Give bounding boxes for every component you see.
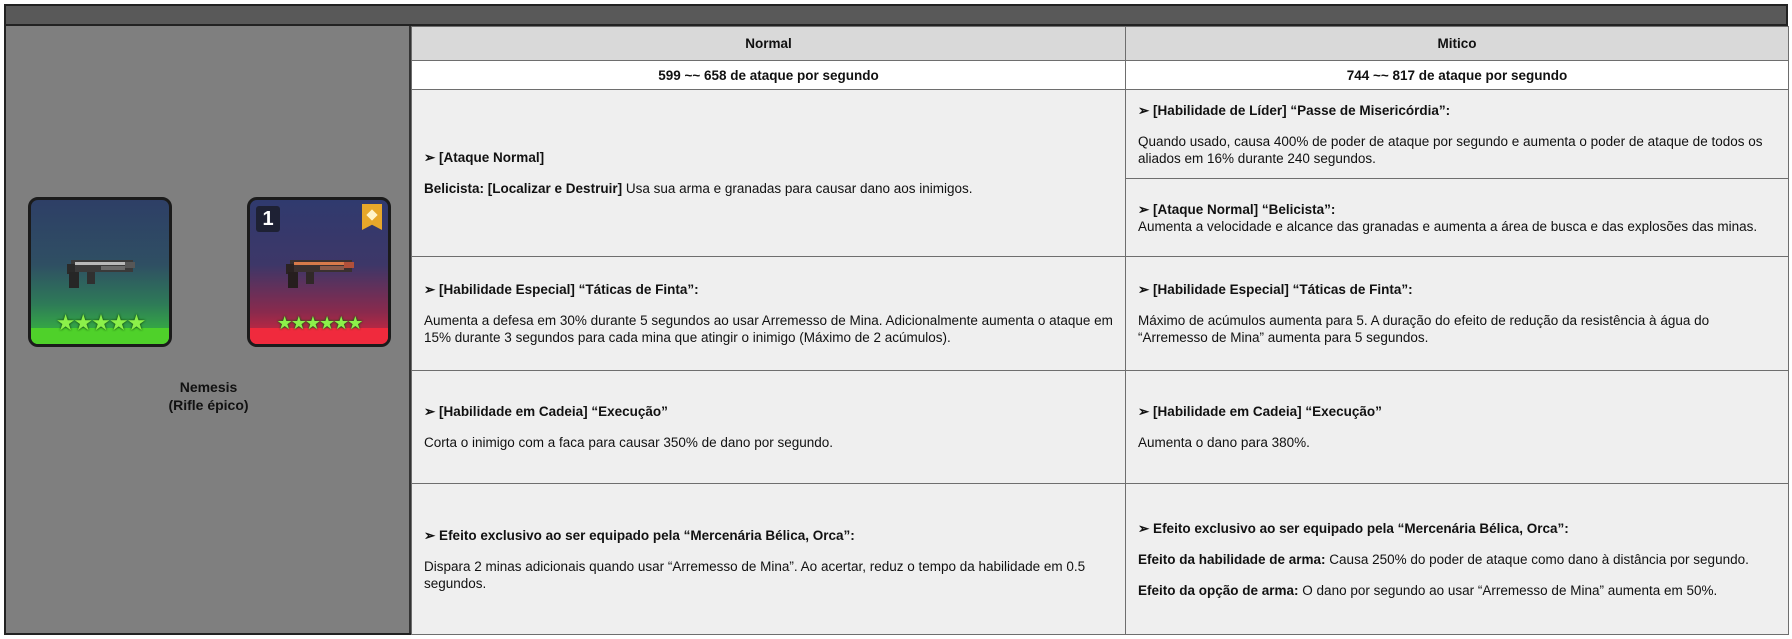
mythic-chain-skill-title: ➢ [Habilidade em Cadeia] “Execução” bbox=[1138, 404, 1382, 419]
weapon-type: (Rifle épico) bbox=[168, 397, 249, 413]
weapon-skill-effect-label: Efeito da habilidade de arma: bbox=[1138, 551, 1326, 567]
leader-skill-text: Quando usado, causa 400% de poder de ataque por segundo e aumenta o poder de ataque de todos os aliados em 16% durante 240 segundos. bbox=[1138, 133, 1763, 166]
weapon-icon-mythic bbox=[247, 197, 391, 347]
weapon-title: Nemesis bbox=[179, 379, 238, 395]
chain-skill-text: Corta o inimigo com a faca para causar 350% de dano por segundo. bbox=[424, 435, 834, 450]
level-badge: 1 bbox=[256, 206, 280, 232]
leader-skill-title: ➢ [Habilidade de Líder] “Passe de Misericórdia”: bbox=[1138, 102, 1451, 118]
star-icon: ★★★★★ bbox=[55, 310, 145, 335]
exclusive-effect-text: Dispara 2 minas adicionais quando usar “Arremesso de Mina”. Ao acertar, reduz o tempo da habilidade em 0.5 segundos. bbox=[424, 558, 1086, 591]
chain-skill-title: ➢ [Habilidade em Cadeia] “Execução” bbox=[424, 404, 668, 419]
rifle-icon bbox=[61, 250, 141, 294]
mythic-normal-attack-title: ➢ [Ataque Normal] “Belicista”: bbox=[1138, 201, 1336, 217]
mythic-special-skill-text: Máximo de acúmulos aumenta para 5. A duração do efeito de redução da resistência à água do “Arremesso de Mina” aumenta para 5 segundos. bbox=[1138, 313, 1710, 345]
mythic-special-skill-title: ➢ [Habilidade Especial] “Táticas de Finta”: bbox=[1138, 282, 1413, 297]
chain-skill-cell bbox=[412, 371, 1126, 484]
exclusive-effect-cell bbox=[412, 484, 1126, 635]
mythic-chain-skill-text: Aumenta o dano para 380%. bbox=[1138, 435, 1310, 450]
normal-attack-cell bbox=[412, 90, 1126, 257]
header-normal: Normal bbox=[412, 27, 1126, 61]
weapon-skill-effect-desc: Causa 250% do poder de ataque como dano à distância por segundo. bbox=[1325, 551, 1749, 567]
weapon-info-frame bbox=[4, 4, 1788, 635]
weapon-cell bbox=[6, 26, 411, 633]
special-skill-title: ➢ [Habilidade Especial] “Táticas de Finta”: bbox=[424, 282, 699, 297]
special-skill-text: Aumenta a defesa em 30% durante 5 segundos ao usar Arremesso de Mina. Adicionalmente aumenta o ataque em 15% durante 3 segundos para cada mina que atingir o inimigo (Máximo de 2 acúmulos). bbox=[424, 313, 1113, 345]
weapon-skill-effect bbox=[1138, 551, 1776, 568]
mythic-exclusive-effect-title: ➢ Efeito exclusivo ao ser equipado pela “Mercenária Bélica, Orca”: bbox=[1138, 520, 1569, 536]
header-mythic: Mitico bbox=[1126, 27, 1789, 61]
top-bar bbox=[6, 6, 1786, 26]
weapon-name bbox=[6, 378, 411, 414]
mythic-exclusive-effect-cell bbox=[1126, 484, 1789, 635]
special-skill-cell bbox=[412, 257, 1126, 371]
weapon-option-effect bbox=[1138, 582, 1776, 599]
weapon-option-effect-label: Efeito da opção de arma: bbox=[1138, 582, 1299, 598]
rifle-icon bbox=[280, 250, 360, 294]
normal-attack-desc: Usa sua arma e granadas para causar dano aos inimigos. bbox=[622, 181, 973, 196]
mythic-normal-attack-cell bbox=[1126, 179, 1789, 257]
weapon-option-effect-desc: O dano por segundo ao usar “Arremesso de Mina” aumenta em 50%. bbox=[1298, 582, 1718, 598]
mythic-normal-attack-text: Aumenta a velocidade e alcance das granadas e aumenta a área de busca e das explosões das minas. bbox=[1138, 218, 1758, 234]
exclusive-effect-title: ➢ Efeito exclusivo ao ser equipado pela “Mercenária Bélica, Orca”: bbox=[424, 527, 855, 543]
weapon-icon-normal bbox=[28, 197, 172, 347]
rank-badge-icon bbox=[362, 204, 382, 230]
normal-attack-bold: Belicista: [Localizar e Destruir] bbox=[424, 181, 623, 196]
attack-normal: 599 ~~ 658 de ataque por segundo bbox=[412, 61, 1126, 90]
attack-mythic: 744 ~~ 817 de ataque por segundo bbox=[1126, 61, 1789, 90]
mythic-special-skill-cell bbox=[1126, 257, 1789, 371]
leader-skill-cell bbox=[1126, 90, 1789, 179]
mythic-chain-skill-cell bbox=[1126, 371, 1789, 484]
normal-attack-text bbox=[424, 180, 1113, 197]
star-icon: ★★★★★★ bbox=[276, 313, 362, 333]
weapon-skill-table bbox=[411, 26, 1789, 635]
normal-attack-title: ➢ [Ataque Normal] bbox=[424, 150, 545, 165]
